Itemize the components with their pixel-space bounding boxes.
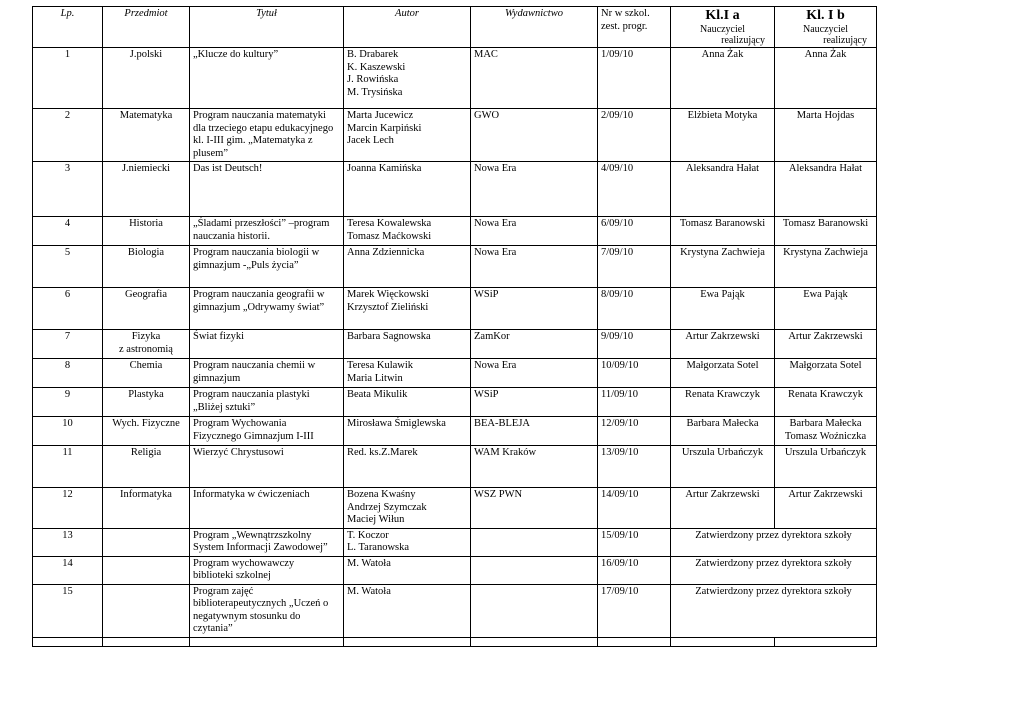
table-row	[33, 246, 877, 288]
cell-tytul	[190, 556, 344, 584]
cell-przedmiot	[103, 109, 190, 162]
cell-klb-line: Aleksandra Hałat	[788, 163, 863, 174]
table-row	[33, 217, 877, 246]
header-nr-line2: zest. progr.	[601, 20, 648, 32]
cell-tytul-line: nauczania historii.	[193, 230, 270, 242]
cell-tytul-line: gimnazjum -„Puls życia”	[193, 259, 299, 271]
cell-tytul-line: negatywnym stosunku do	[193, 610, 301, 622]
cell-nr: 17/09/10	[598, 584, 671, 637]
cell-przedmiot	[103, 388, 190, 417]
cell-tytul	[190, 359, 344, 388]
cell-lp: 15	[33, 584, 103, 637]
cell-empty	[671, 637, 775, 646]
cell-autor-line: T. Koczor	[347, 529, 389, 541]
cell-kla-line: Elżbieta Motyka	[687, 110, 758, 121]
cell-klb	[775, 217, 877, 246]
cell-tytul-line: plusem”	[193, 147, 228, 159]
cell-lp: 7	[33, 330, 103, 359]
cell-kla-line: Anna Żak	[701, 49, 744, 60]
curriculum-table	[32, 6, 877, 647]
cell-przedmiot	[103, 162, 190, 217]
header-tytul: Tytuł	[190, 7, 344, 48]
cell-tytul	[190, 417, 344, 446]
cell-przedmiot-line: Geografia	[125, 289, 167, 300]
cell-wydawnictwo	[471, 556, 598, 584]
cell-wydawnictwo: Nowa Era	[471, 246, 598, 288]
cell-tytul-line: Program zajęć	[193, 585, 254, 597]
cell-tytul-line: System Informacji Zawodowej”	[193, 542, 328, 553]
table-row	[33, 330, 877, 359]
cell-przedmiot	[103, 288, 190, 330]
cell-wydawnictwo: Nowa Era	[471, 162, 598, 217]
cell-autor-line: Red. ks.Z.Marek	[347, 447, 418, 458]
cell-autor-line: K. Kaszewski	[347, 61, 406, 73]
cell-lp: 4	[33, 217, 103, 246]
cell-kla	[671, 488, 775, 529]
cell-klb	[775, 246, 877, 288]
header-autor: Autor	[344, 7, 471, 48]
cell-nr: 10/09/10	[598, 359, 671, 388]
cell-autor-line: Marta Jucewicz	[347, 110, 414, 121]
cell-tytul-line: „Śladami przeszłości” –program	[193, 218, 330, 229]
cell-wydawnictwo	[471, 528, 598, 556]
cell-autor	[344, 446, 471, 488]
cell-kla	[671, 48, 775, 109]
cell-kla-line: Renata Krawczyk	[685, 389, 760, 400]
cell-autor	[344, 330, 471, 359]
cell-nr: 11/09/10	[598, 388, 671, 417]
table-row	[33, 528, 877, 556]
cell-autor-line: J. Rowińska	[347, 74, 399, 85]
cell-klb	[775, 162, 877, 217]
cell-tytul	[190, 162, 344, 217]
cell-przedmiot-line: Historia	[129, 218, 163, 229]
cell-przedmiot-line: Biologia	[127, 247, 165, 258]
header-kla-sub1: Nauczyciel	[700, 24, 745, 35]
cell-wydawnictwo	[471, 584, 598, 637]
cell-autor	[344, 556, 471, 584]
cell-autor	[344, 109, 471, 162]
cell-klb-line: Tomasz Baranowski	[782, 218, 869, 229]
cell-lp: 5	[33, 246, 103, 288]
table-row	[33, 446, 877, 488]
cell-empty	[33, 637, 103, 646]
cell-lp: 11	[33, 446, 103, 488]
cell-przedmiot-line: Chemia	[129, 360, 163, 371]
cell-lp: 8	[33, 359, 103, 388]
cell-klb	[775, 330, 877, 359]
cell-tytul-line: gimnazjum „Odrywamy świat”	[193, 301, 325, 313]
cell-tytul-line: Program nauczania chemii w	[193, 360, 316, 371]
cell-klb-line: Krystyna Zachwieja	[783, 247, 868, 258]
table-row	[33, 359, 877, 388]
cell-tytul-line: biblioteki szkolnej	[193, 570, 271, 581]
cell-autor	[344, 488, 471, 529]
cell-klb	[775, 488, 877, 529]
header-kla	[671, 7, 775, 48]
table-row-empty	[33, 637, 877, 646]
header-klb	[775, 7, 877, 48]
cell-tytul	[190, 330, 344, 359]
cell-lp: 2	[33, 109, 103, 162]
cell-kla	[671, 388, 775, 417]
cell-przedmiot	[103, 246, 190, 288]
cell-przedmiot-line: J.polski	[129, 49, 163, 60]
cell-nr: 13/09/10	[598, 446, 671, 488]
cell-autor-line: Marcin Karpiński	[347, 122, 422, 134]
header-wydawnictwo: Wydawnictwo	[471, 7, 598, 48]
cell-kla	[671, 446, 775, 488]
cell-tytul-line: Program „Wewnątrzszkolny	[193, 529, 312, 541]
cell-wydawnictwo: WSiP	[471, 388, 598, 417]
cell-nr: 8/09/10	[598, 288, 671, 330]
cell-klb-line: Artur Zakrzewski	[788, 331, 863, 342]
cell-autor-line: M. Watoła	[347, 585, 391, 597]
table-row	[33, 388, 877, 417]
cell-klb	[775, 359, 877, 388]
cell-wydawnictwo: WSZ PWN	[471, 488, 598, 529]
cell-przedmiot-line: Fizyka	[131, 331, 161, 342]
cell-klb-line: Renata Krawczyk	[788, 389, 863, 400]
cell-klb-line: Tomasz Woźniczka	[784, 430, 867, 442]
header-kla-title: Kl.I a	[705, 8, 740, 23]
cell-autor-line: Mirosława Śmiglewska	[347, 418, 446, 429]
cell-kla-line: Tomasz Baranowski	[679, 218, 766, 229]
cell-tytul	[190, 48, 344, 109]
table-row	[33, 288, 877, 330]
cell-autor-line: Barbara Sagnowska	[347, 331, 431, 342]
cell-autor-line: M. Trysińska	[347, 86, 403, 98]
header-nr-line1: Nr w szkol.	[601, 8, 650, 19]
cell-przedmiot-line: Wych. Fizyczne	[112, 418, 180, 429]
cell-nr: 15/09/10	[598, 528, 671, 556]
cell-wydawnictwo: Nowa Era	[471, 359, 598, 388]
cell-klb-line: Barbara Małecka	[789, 418, 862, 429]
header-lp: Lp.	[33, 7, 103, 48]
cell-autor-line: Joanna Kamińska	[347, 163, 422, 174]
cell-wydawnictwo: ZamKor	[471, 330, 598, 359]
cell-kla-line: Artur Zakrzewski	[685, 331, 760, 342]
cell-lp: 10	[33, 417, 103, 446]
cell-tytul-line: Informatyka w ćwiczeniach	[193, 489, 310, 500]
header-row	[33, 7, 877, 48]
cell-autor-line: Bozena Kwaśny	[347, 489, 416, 500]
cell-kla	[671, 246, 775, 288]
cell-autor-line: Teresa Kulawik	[347, 360, 414, 371]
cell-tytul-line: Program nauczania geografii w	[193, 289, 325, 300]
header-przedmiot: Przedmiot	[103, 7, 190, 48]
cell-lp: 1	[33, 48, 103, 109]
cell-kla	[671, 162, 775, 217]
cell-wydawnictwo: BEA-BLEJA	[471, 417, 598, 446]
cell-tytul	[190, 217, 344, 246]
cell-klb-line: Marta Hojdas	[796, 110, 855, 121]
cell-klb	[775, 388, 877, 417]
table-row	[33, 162, 877, 217]
cell-tytul	[190, 388, 344, 417]
cell-autor-line: B. Drabarek	[347, 49, 399, 60]
cell-empty	[103, 637, 190, 646]
cell-tytul-line: Program Wychowania	[193, 418, 287, 429]
cell-tytul-line: dla trzeciego etapu edukacyjnego	[193, 122, 334, 134]
cell-lp: 14	[33, 556, 103, 584]
cell-tytul-line: Program nauczania plastyki	[193, 389, 310, 400]
cell-przedmiot	[103, 556, 190, 584]
cell-tytul-line: Fizycznego Gimnazjum I-III	[193, 430, 314, 442]
cell-kla-line: Barbara Małecka	[686, 418, 759, 429]
cell-nr: 14/09/10	[598, 488, 671, 529]
cell-tytul	[190, 446, 344, 488]
cell-autor	[344, 217, 471, 246]
cell-przedmiot	[103, 217, 190, 246]
cell-kla-line: Urszula Urbańczyk	[681, 447, 764, 458]
cell-kla	[671, 109, 775, 162]
cell-autor	[344, 246, 471, 288]
cell-tytul-line: Program nauczania biologii w	[193, 247, 320, 258]
cell-tytul-line: Wierzyć Chrystusowi	[193, 447, 284, 458]
cell-approved: Zatwierdzony przez dyrektora szkoły	[671, 528, 877, 556]
cell-kla-line: Ewa Pająk	[700, 289, 745, 300]
cell-nr: 1/09/10	[598, 48, 671, 109]
cell-nr: 9/09/10	[598, 330, 671, 359]
cell-autor-line: Maria Litwin	[347, 372, 403, 384]
cell-autor	[344, 417, 471, 446]
cell-autor-line: Beata Mikulik	[347, 389, 408, 400]
cell-autor	[344, 162, 471, 217]
cell-tytul	[190, 488, 344, 529]
cell-autor-line: Teresa Kowalewska	[347, 218, 432, 229]
cell-tytul	[190, 584, 344, 637]
cell-lp: 9	[33, 388, 103, 417]
cell-approved: Zatwierdzony przez dyrektora szkoły	[671, 584, 877, 637]
cell-tytul	[190, 109, 344, 162]
cell-autor-line: Maciej Wiłun	[347, 514, 405, 525]
cell-tytul-line: czytania”	[193, 623, 233, 634]
cell-klb	[775, 446, 877, 488]
cell-tytul	[190, 246, 344, 288]
header-klb-sub1: Nauczyciel	[803, 24, 848, 35]
cell-nr: 4/09/10	[598, 162, 671, 217]
cell-nr: 2/09/10	[598, 109, 671, 162]
cell-wydawnictwo: WSiP	[471, 288, 598, 330]
cell-klb-line: Anna Żak	[804, 49, 847, 60]
table-body	[33, 48, 877, 647]
cell-kla	[671, 359, 775, 388]
cell-kla	[671, 217, 775, 246]
cell-klb-line: Artur Zakrzewski	[788, 489, 863, 500]
header-klb-title: Kl. I b	[806, 8, 845, 23]
cell-approved: Zatwierdzony przez dyrektora szkoły	[671, 556, 877, 584]
cell-tytul-line: Das ist Deutsch!	[193, 163, 263, 174]
cell-klb	[775, 417, 877, 446]
cell-tytul	[190, 528, 344, 556]
cell-nr: 16/09/10	[598, 556, 671, 584]
cell-przedmiot	[103, 417, 190, 446]
cell-przedmiot	[103, 359, 190, 388]
cell-wydawnictwo: WAM Kraków	[471, 446, 598, 488]
cell-tytul-line: Program nauczania matematyki	[193, 110, 326, 121]
cell-klb-line: Urszula Urbańczyk	[784, 447, 867, 458]
cell-klb-line: Małgorzata Sotel	[789, 360, 862, 371]
cell-przedmiot	[103, 446, 190, 488]
cell-empty	[471, 637, 598, 646]
cell-przedmiot	[103, 48, 190, 109]
cell-kla-line: Małgorzata Sotel	[686, 360, 759, 371]
cell-przedmiot-line: Informatyka	[120, 489, 172, 500]
cell-autor	[344, 48, 471, 109]
cell-nr: 6/09/10	[598, 217, 671, 246]
cell-lp: 12	[33, 488, 103, 529]
cell-kla	[671, 330, 775, 359]
cell-przedmiot	[103, 528, 190, 556]
cell-przedmiot	[103, 488, 190, 529]
cell-przedmiot	[103, 330, 190, 359]
cell-empty	[190, 637, 344, 646]
cell-autor-line: Krzysztof Zieliński	[347, 301, 429, 313]
cell-tytul-line: Świat fizyki	[193, 331, 245, 342]
cell-tytul-line: „Klucze do kultury”	[193, 49, 279, 60]
cell-autor-line: L. Taranowska	[347, 542, 410, 553]
table-row	[33, 109, 877, 162]
cell-autor-line: Anna Zdziennicka	[347, 247, 425, 258]
cell-lp: 3	[33, 162, 103, 217]
header-nr	[598, 7, 671, 48]
cell-przedmiot-line: Religia	[130, 447, 162, 458]
table-row	[33, 556, 877, 584]
cell-klb	[775, 48, 877, 109]
cell-autor	[344, 584, 471, 637]
cell-tytul-line: gimnazjum	[193, 372, 241, 384]
cell-kla-line: Aleksandra Hałat	[685, 163, 760, 174]
cell-autor	[344, 288, 471, 330]
header-kla-sub2: realizujący	[721, 35, 765, 46]
cell-wydawnictwo: Nowa Era	[471, 217, 598, 246]
cell-kla	[671, 288, 775, 330]
cell-autor-line: Tomasz Maćkowski	[347, 230, 432, 242]
cell-empty	[598, 637, 671, 646]
cell-autor-line: Andrzej Szymczak	[347, 501, 427, 513]
cell-autor-line: Marek Więckowski	[347, 289, 429, 300]
cell-wydawnictwo: MAC	[471, 48, 598, 109]
cell-autor	[344, 528, 471, 556]
cell-lp: 6	[33, 288, 103, 330]
cell-przedmiot-line: Plastyka	[128, 389, 164, 400]
header-klb-sub2: realizujący	[823, 35, 867, 46]
cell-nr: 7/09/10	[598, 246, 671, 288]
cell-przedmiot-line: Matematyka	[119, 110, 173, 121]
cell-klb	[775, 288, 877, 330]
cell-autor-line: M. Watoła	[347, 557, 391, 569]
table-row	[33, 417, 877, 446]
table-row	[33, 584, 877, 637]
cell-tytul-line: kl. I-III gim. „Matematyka z	[193, 135, 313, 146]
cell-autor-line: Jacek Lech	[347, 135, 394, 146]
cell-przedmiot-line: J.niemiecki	[121, 163, 171, 174]
cell-nr: 12/09/10	[598, 417, 671, 446]
cell-klb-line: Ewa Pająk	[803, 289, 848, 300]
cell-tytul-line: Program wychowawczy	[193, 557, 295, 569]
cell-tytul-line: „Bliżej sztuki”	[193, 401, 256, 413]
cell-empty	[344, 637, 471, 646]
cell-klb	[775, 109, 877, 162]
cell-kla-line: Krystyna Zachwieja	[680, 247, 765, 258]
cell-kla	[671, 417, 775, 446]
cell-autor	[344, 359, 471, 388]
table-row	[33, 48, 877, 109]
cell-lp: 13	[33, 528, 103, 556]
cell-wydawnictwo: GWO	[471, 109, 598, 162]
cell-przedmiot-line: z astronomią	[119, 343, 173, 355]
table-row	[33, 488, 877, 529]
cell-tytul	[190, 288, 344, 330]
cell-autor	[344, 388, 471, 417]
cell-kla-line: Artur Zakrzewski	[685, 489, 760, 500]
cell-przedmiot	[103, 584, 190, 637]
cell-empty	[775, 637, 877, 646]
cell-tytul-line: biblioterapeutycznych „Uczeń o	[193, 598, 329, 609]
